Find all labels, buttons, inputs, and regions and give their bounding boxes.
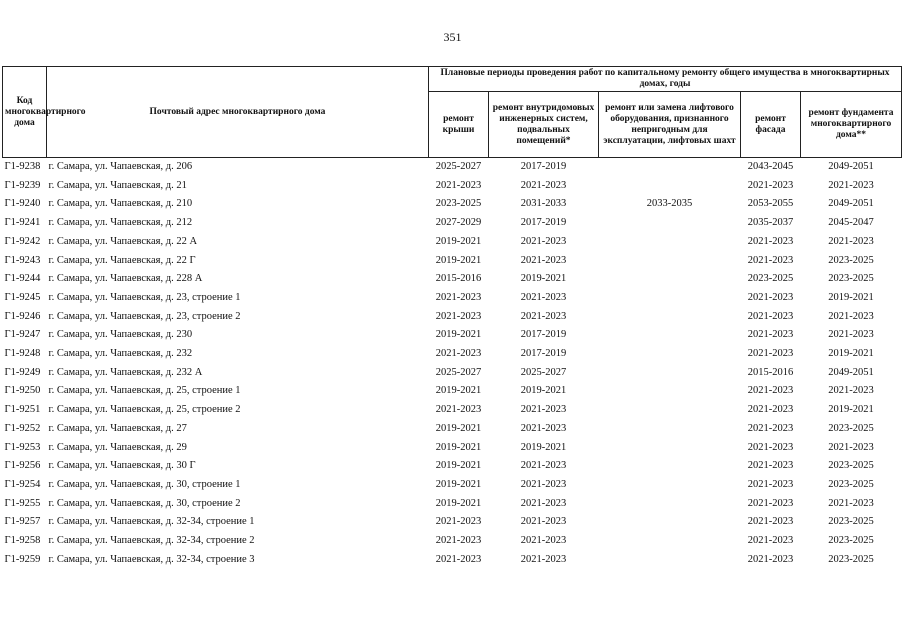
cell-foundation: 2021-2023 bbox=[828, 310, 874, 322]
cell-lift bbox=[599, 457, 741, 476]
table-row bbox=[3, 439, 902, 458]
cell-address: г. Самара, ул. Чапаевская, д. 228 А bbox=[48, 273, 203, 285]
cell-address: г. Самара, ул. Чапаевская, д. 22 А bbox=[48, 235, 198, 247]
cell-foundation: 2049-2051 bbox=[828, 366, 874, 378]
cell-code: Г1-9256 bbox=[4, 460, 41, 472]
table-row bbox=[3, 195, 902, 214]
cell-code: Г1-9250 bbox=[4, 385, 41, 397]
cell-foundation: 2023-2025 bbox=[828, 478, 874, 490]
cell-facade: 2021-2023 bbox=[747, 310, 794, 322]
cell-facade: 2021-2023 bbox=[747, 516, 794, 528]
cell-systems: 2021-2023 bbox=[520, 497, 567, 509]
cell-code: Г1-9248 bbox=[4, 348, 41, 360]
table-row bbox=[3, 233, 902, 252]
cell-roof: 2025-2027 bbox=[435, 161, 482, 172]
cell-address: г. Самара, ул. Чапаевская, д. 22 Г bbox=[48, 254, 196, 266]
cell-roof: 2019-2021 bbox=[435, 422, 482, 434]
cell-foundation: 2021-2023 bbox=[828, 235, 874, 247]
cell-code: Г1-9252 bbox=[4, 422, 41, 434]
header-lift: ремонт или замена лифтового оборудования, признанного непригодным для эксплуатации, лифтовых шахт bbox=[599, 92, 741, 158]
cell-lift bbox=[599, 495, 741, 514]
header-systems: ремонт внутридомовых инженерных систем, подвальных помещений* bbox=[489, 92, 599, 158]
table-row bbox=[3, 345, 902, 364]
cell-systems: 2019-2021 bbox=[520, 441, 567, 453]
cell-lift bbox=[599, 270, 741, 289]
cell-facade: 2023-2025 bbox=[747, 273, 794, 285]
cell-foundation: 2023-2025 bbox=[828, 460, 874, 472]
cell-lift bbox=[599, 233, 741, 252]
cell-lift: 2033-2035 bbox=[646, 198, 693, 210]
cell-foundation: 2023-2025 bbox=[828, 535, 874, 547]
cell-lift bbox=[599, 532, 741, 551]
cell-facade: 2021-2023 bbox=[747, 404, 794, 416]
cell-foundation: 2049-2051 bbox=[828, 198, 874, 210]
cell-facade: 2021-2023 bbox=[747, 235, 794, 247]
repair-schedule-table bbox=[2, 66, 902, 569]
cell-systems: 2021-2023 bbox=[520, 404, 567, 416]
cell-facade: 2021-2023 bbox=[747, 254, 794, 266]
cell-code: Г1-9258 bbox=[4, 535, 41, 547]
header-periods-group: Плановые периоды проведения работ по капитальному ремонту общего имущества в многоквартирных домах, годы bbox=[429, 67, 902, 92]
cell-roof: 2021-2023 bbox=[435, 310, 482, 322]
cell-systems: 2021-2023 bbox=[520, 310, 567, 322]
cell-code: Г1-9239 bbox=[4, 179, 41, 191]
cell-systems: 2021-2023 bbox=[520, 535, 567, 547]
cell-roof: 2019-2021 bbox=[435, 254, 482, 266]
cell-roof: 2015-2016 bbox=[435, 273, 482, 285]
cell-foundation: 2023-2025 bbox=[828, 553, 874, 565]
cell-roof: 2019-2021 bbox=[435, 385, 482, 397]
cell-lift bbox=[599, 214, 741, 233]
cell-code: Г1-9259 bbox=[4, 553, 41, 565]
cell-code: Г1-9257 bbox=[4, 516, 41, 528]
cell-systems: 2019-2021 bbox=[520, 385, 567, 397]
cell-systems: 2021-2023 bbox=[520, 254, 567, 266]
cell-foundation: 2021-2023 bbox=[828, 441, 874, 453]
cell-address: г. Самара, ул. Чапаевская, д. 30, строение 1 bbox=[48, 478, 241, 490]
table-row bbox=[3, 308, 902, 327]
cell-address: г. Самара, ул. Чапаевская, д. 25, строение 2 bbox=[48, 404, 241, 416]
cell-roof: 2021-2023 bbox=[435, 291, 482, 303]
cell-facade: 2043-2045 bbox=[747, 161, 794, 172]
cell-roof: 2019-2021 bbox=[435, 497, 482, 509]
cell-roof: 2021-2023 bbox=[435, 535, 482, 547]
page-number: 351 bbox=[443, 30, 462, 44]
cell-lift bbox=[599, 476, 741, 495]
cell-facade: 2021-2023 bbox=[747, 460, 794, 472]
cell-address: г. Самара, ул. Чапаевская, д. 210 bbox=[48, 198, 193, 210]
cell-code: Г1-9253 bbox=[4, 441, 41, 453]
table-body bbox=[3, 158, 902, 570]
cell-roof: 2019-2021 bbox=[435, 329, 482, 341]
cell-address: г. Самара, ул. Чапаевская, д. 30, строение 2 bbox=[48, 497, 241, 509]
cell-address: г. Самара, ул. Чапаевская, д. 232 А bbox=[48, 366, 203, 378]
cell-facade: 2021-2023 bbox=[747, 441, 794, 453]
header-facade: ремонт фасада bbox=[741, 92, 801, 158]
table-row bbox=[3, 532, 902, 551]
table-row bbox=[3, 364, 902, 383]
cell-roof: 2025-2027 bbox=[435, 366, 482, 378]
cell-foundation: 2019-2021 bbox=[828, 348, 874, 360]
cell-roof: 2027-2029 bbox=[435, 217, 482, 229]
cell-systems: 2031-2033 bbox=[520, 198, 567, 210]
cell-lift bbox=[599, 420, 741, 439]
table-row bbox=[3, 326, 902, 345]
cell-code: Г1-9247 bbox=[4, 329, 41, 341]
cell-code: Г1-9245 bbox=[4, 291, 41, 303]
cell-address: г. Самара, ул. Чапаевская, д. 21 bbox=[48, 179, 187, 191]
cell-systems: 2021-2023 bbox=[520, 553, 567, 565]
cell-code: Г1-9249 bbox=[4, 366, 41, 378]
cell-systems: 2017-2019 bbox=[520, 348, 567, 360]
cell-facade: 2053-2055 bbox=[747, 198, 794, 210]
cell-roof: 2021-2023 bbox=[435, 516, 482, 528]
cell-facade: 2021-2023 bbox=[747, 535, 794, 547]
cell-foundation: 2021-2023 bbox=[828, 179, 874, 191]
cell-roof: 2021-2023 bbox=[435, 404, 482, 416]
cell-foundation: 2049-2051 bbox=[828, 161, 874, 172]
cell-address: г. Самара, ул. Чапаевская, д. 206 bbox=[48, 161, 193, 172]
cell-code: Г1-9254 bbox=[4, 478, 41, 490]
cell-address: г. Самара, ул. Чапаевская, д. 30 Г bbox=[48, 460, 196, 472]
cell-foundation: 2021-2023 bbox=[828, 329, 874, 341]
cell-lift bbox=[599, 177, 741, 196]
cell-code: Г1-9243 bbox=[4, 254, 41, 266]
cell-code: Г1-9246 bbox=[4, 310, 41, 322]
cell-roof: 2019-2021 bbox=[435, 235, 482, 247]
cell-address: г. Самара, ул. Чапаевская, д. 232 bbox=[48, 348, 193, 360]
cell-lift bbox=[599, 401, 741, 420]
cell-lift bbox=[599, 439, 741, 458]
cell-address: г. Самара, ул. Чапаевская, д. 32-34, строение 1 bbox=[48, 516, 255, 528]
cell-code: Г1-9242 bbox=[4, 235, 41, 247]
cell-facade: 2021-2023 bbox=[747, 497, 794, 509]
cell-systems: 2021-2023 bbox=[520, 460, 567, 472]
cell-facade: 2021-2023 bbox=[747, 478, 794, 490]
cell-facade: 2021-2023 bbox=[747, 553, 794, 565]
cell-foundation: 2045-2047 bbox=[828, 217, 874, 229]
cell-foundation: 2023-2025 bbox=[828, 273, 874, 285]
cell-lift bbox=[599, 326, 741, 345]
cell-code: Г1-9255 bbox=[4, 497, 41, 509]
cell-systems: 2021-2023 bbox=[520, 291, 567, 303]
cell-foundation: 2021-2023 bbox=[828, 385, 874, 397]
header-roof: ремонт крыши bbox=[429, 92, 489, 158]
cell-address: г. Самара, ул. Чапаевская, д. 230 bbox=[48, 329, 193, 341]
header-address: Почтовый адрес многоквартирного дома bbox=[47, 67, 429, 158]
cell-code: Г1-9244 bbox=[4, 273, 41, 285]
cell-systems: 2025-2027 bbox=[520, 366, 567, 378]
cell-systems: 2017-2019 bbox=[520, 161, 567, 172]
cell-address: г. Самара, ул. Чапаевская, д. 25, строение 1 bbox=[48, 385, 241, 397]
table-row bbox=[3, 420, 902, 439]
cell-address: г. Самара, ул. Чапаевская, д. 32-34, строение 3 bbox=[48, 553, 255, 565]
table-row bbox=[3, 401, 902, 420]
cell-facade: 2021-2023 bbox=[747, 329, 794, 341]
cell-address: г. Самара, ул. Чапаевская, д. 212 bbox=[48, 217, 193, 229]
cell-systems: 2017-2019 bbox=[520, 329, 567, 341]
cell-address: г. Самара, ул. Чапаевская, д. 23, строение 1 bbox=[48, 291, 241, 303]
cell-foundation: 2021-2023 bbox=[828, 497, 874, 509]
cell-address: г. Самара, ул. Чапаевская, д. 23, строение 2 bbox=[48, 310, 241, 322]
cell-roof: 2019-2021 bbox=[435, 478, 482, 490]
table-row bbox=[3, 382, 902, 401]
cell-lift bbox=[599, 382, 741, 401]
cell-facade: 2021-2023 bbox=[747, 348, 794, 360]
table-row bbox=[3, 457, 902, 476]
table-row bbox=[3, 476, 902, 495]
header-code: Код многоквартирного дома bbox=[3, 67, 47, 158]
table-header bbox=[3, 67, 902, 158]
table-row bbox=[3, 495, 902, 514]
cell-systems: 2021-2023 bbox=[520, 235, 567, 247]
cell-lift bbox=[599, 513, 741, 532]
header-foundation: ремонт фундамента многоквартирного дома** bbox=[801, 92, 902, 158]
cell-systems: 2021-2023 bbox=[520, 516, 567, 528]
cell-facade: 2021-2023 bbox=[747, 385, 794, 397]
cell-code: Г1-9251 bbox=[4, 404, 41, 416]
table-row bbox=[3, 214, 902, 233]
cell-lift bbox=[599, 289, 741, 308]
cell-facade: 2035-2037 bbox=[747, 217, 794, 229]
cell-facade: 2015-2016 bbox=[747, 366, 794, 378]
cell-roof: 2019-2021 bbox=[435, 441, 482, 453]
cell-systems: 2021-2023 bbox=[520, 478, 567, 490]
table-row bbox=[3, 289, 902, 308]
cell-systems: 2021-2023 bbox=[520, 179, 567, 191]
cell-address: г. Самара, ул. Чапаевская, д. 29 bbox=[48, 441, 187, 453]
cell-roof: 2019-2021 bbox=[435, 460, 482, 472]
cell-roof: 2021-2023 bbox=[435, 553, 482, 565]
table-row bbox=[3, 252, 902, 271]
cell-foundation: 2019-2021 bbox=[828, 291, 874, 303]
table-row bbox=[3, 177, 902, 196]
cell-foundation: 2023-2025 bbox=[828, 516, 874, 528]
table-row bbox=[3, 551, 902, 570]
cell-lift bbox=[599, 252, 741, 271]
cell-lift bbox=[599, 308, 741, 327]
cell-foundation: 2023-2025 bbox=[828, 254, 874, 266]
cell-facade: 2021-2023 bbox=[747, 291, 794, 303]
cell-code: Г1-9238 bbox=[4, 161, 41, 172]
cell-systems: 2021-2023 bbox=[520, 422, 567, 434]
cell-foundation: 2019-2021 bbox=[828, 404, 874, 416]
cell-facade: 2021-2023 bbox=[747, 422, 794, 434]
cell-code: Г1-9240 bbox=[4, 198, 41, 210]
cell-lift bbox=[599, 158, 741, 177]
cell-roof: 2023-2025 bbox=[435, 198, 482, 210]
cell-code: Г1-9241 bbox=[4, 217, 41, 229]
cell-roof: 2021-2023 bbox=[435, 348, 482, 360]
table-row bbox=[3, 158, 902, 177]
cell-lift bbox=[599, 364, 741, 383]
cell-lift bbox=[599, 551, 741, 570]
cell-address: г. Самара, ул. Чапаевская, д. 27 bbox=[48, 422, 187, 434]
table-row bbox=[3, 513, 902, 532]
cell-roof: 2021-2023 bbox=[435, 179, 482, 191]
cell-systems: 2019-2021 bbox=[520, 273, 567, 285]
cell-facade: 2021-2023 bbox=[747, 179, 794, 191]
table-row bbox=[3, 270, 902, 289]
cell-lift bbox=[599, 345, 741, 364]
cell-foundation: 2023-2025 bbox=[828, 422, 874, 434]
cell-systems: 2017-2019 bbox=[520, 217, 567, 229]
cell-address: г. Самара, ул. Чапаевская, д. 32-34, строение 2 bbox=[48, 535, 255, 547]
